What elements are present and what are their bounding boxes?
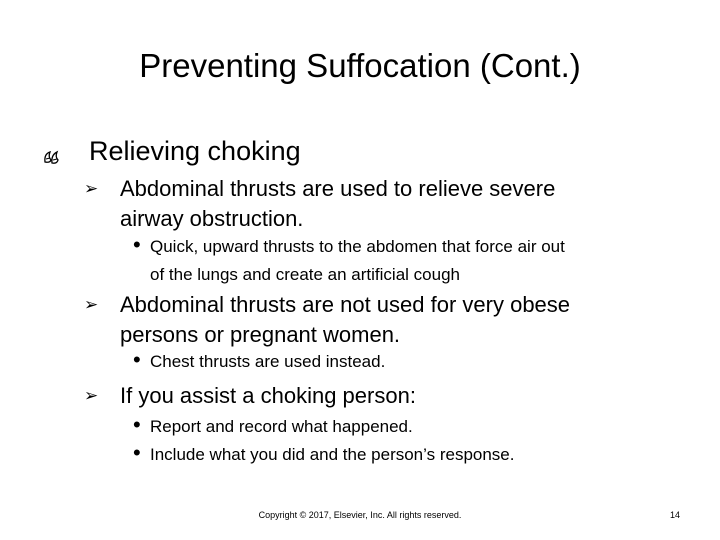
point-text: If you assist a choking person: <box>120 383 416 408</box>
sub-point-line: of the lungs and create an artificial cough <box>150 265 460 284</box>
sub-point-text: Include what you did and the person’s response. <box>150 445 515 464</box>
dot-bullet: • <box>133 347 141 372</box>
arrow-bullet: ➢ <box>84 179 99 198</box>
arrow-bullet: ➢ <box>84 295 99 314</box>
point-line: Abdominal thrusts are not used for very obese <box>120 292 571 317</box>
point-line: persons or pregnant women. <box>120 322 401 347</box>
sub-point-text: Chest thrusts are used instead. <box>150 352 386 371</box>
dot-bullet: • <box>133 412 141 437</box>
point-line: Abdominal thrusts are used to relieve severe <box>120 176 556 201</box>
point-text <box>120 174 640 234</box>
sub-point-line: Quick, upward thrusts to the abdomen that force air out <box>150 237 565 256</box>
slide-title: Preventing Suffocation (Cont.) <box>139 47 581 84</box>
heading-text: Relieving choking <box>89 136 301 166</box>
wing-bullet-icon <box>42 143 64 165</box>
dot-bullet: • <box>133 232 141 257</box>
sub-point-text: Report and record what happened. <box>150 417 413 436</box>
sub-point-text <box>150 233 670 289</box>
point-text <box>120 290 640 350</box>
point-line: airway obstruction. <box>120 206 304 231</box>
dot-bullet: • <box>133 440 141 465</box>
page-number: 14 <box>669 510 680 520</box>
arrow-bullet: ➢ <box>84 386 99 405</box>
copyright-footer: Copyright © 2017, Elsevier, Inc. All rights reserved. <box>258 510 462 520</box>
